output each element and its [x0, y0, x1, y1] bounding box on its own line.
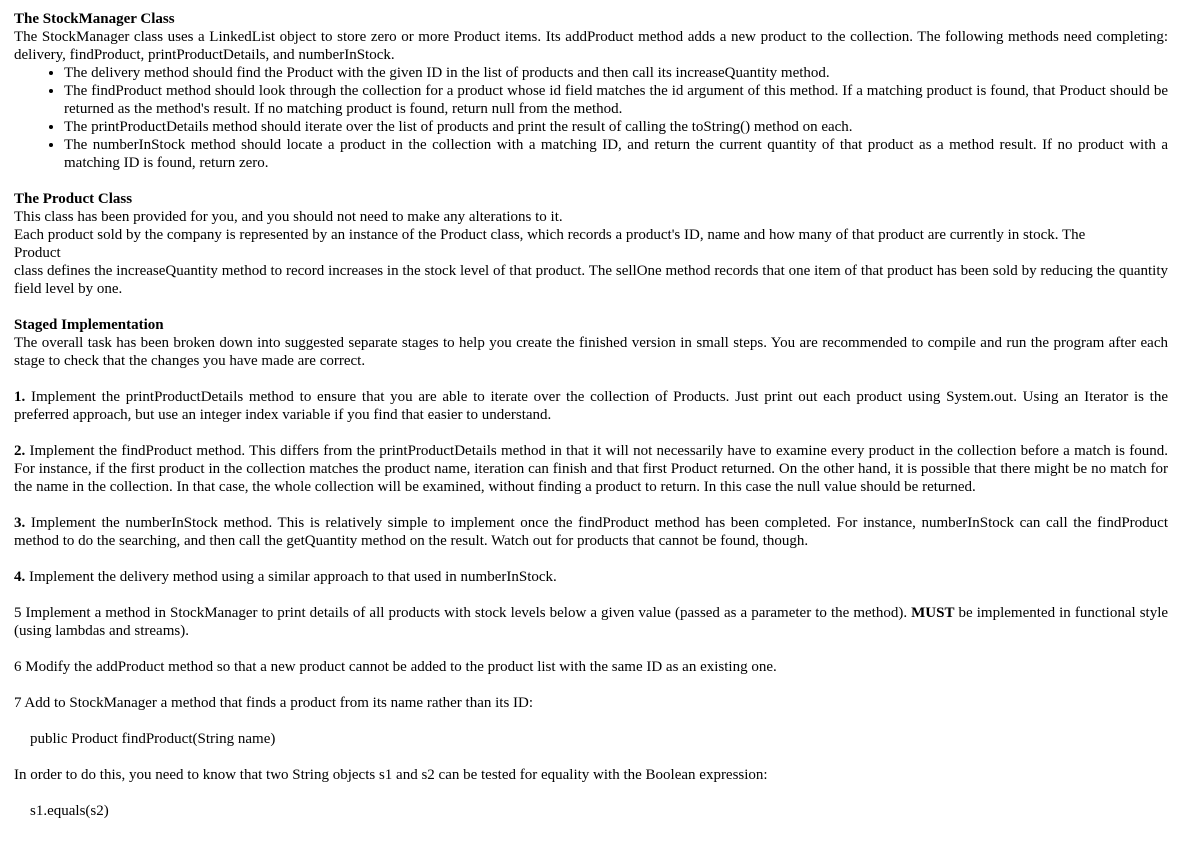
step-3: 3. Implement the numberInStock method. This is relatively simple to implement once the findProduct method has been completed. For instance, numberInStock can call the findProduct method to do the searching, and then call the getQuantity method on the result. Watch out for products that cannot be found, though.: [14, 515, 1169, 549]
product-line1: This class has been provided for you, and you should not need to make any alterations to it.: [14, 209, 563, 225]
equality-note: In order to do this, you need to know that two String objects s1 and s2 can be tested for equality with the Boolean expression:: [14, 767, 768, 783]
product-heading: The Product Class: [14, 191, 133, 207]
staged-intro: The overall task has been broken down into suggested separate stages to help you create the finished version in small steps. You are recommended to compile and run the program after each stage to check that the changes you have made are correct.: [14, 335, 1168, 369]
staged-heading: Staged Implementation: [14, 317, 164, 333]
bullet-printproductdetails: • The printProductDetails method should iterate over the list of products and print the result of calling the toString() method on each.: [64, 118, 1168, 136]
step-2: 2. Implement the findProduct method. This differs from the printProductDetails method in that it will not necessarily have to examine every product in the collection before a match is found. For instance, if the first product in the collection matches the product name, iteration can finish and that first Product returned. On the other hand, it is possible that there might be no match for the name in the collection. In that case, the whole collection will be examined, without finding a product to return. In this case the null value should be returned.: [14, 443, 1168, 495]
step-7: 7 Add to StockManager a method that finds a product from its name rather than its ID:: [14, 695, 534, 711]
product-line2: Each product sold by the company is represented by an instance of the Product class, which records a product's ID, name and how many of that product are currently in stock. The: [14, 227, 1086, 243]
stockmanager-intro: The StockManager class uses a LinkedList object to store zero or more Product items. Its addProduct method adds a new product to the collection. The following methods need completing: delivery, findProduct, printProductDetails, and numberInStock.: [14, 29, 1168, 63]
product-line3: class defines the increaseQuantity method to record increases in the stock level of that product. The sellOne method records that one item of that product has been sold by reducing the quantity field level by one.: [14, 263, 1168, 297]
stockmanager-method-list: [14, 64, 1168, 172]
bullet-delivery: • The delivery method should find the Product with the given ID in the list of products and then call its increaseQuantity method.: [64, 64, 1168, 82]
step-1: 1. Implement the printProductDetails method to ensure that you are able to iterate over the collection of Products. Just print out each product using System.out. Using an Iterator is the preferred approach, but use an integer index variable if you find that easier to understand.: [14, 389, 1169, 423]
bullet-findproduct: • The findProduct method should look through the collection for a product whose id field matches the id argument of this method. If a matching product is found, that Product should be returned as the method's result. If no matching product is found, return null from the method.: [64, 82, 1168, 118]
product-line2b: Product: [14, 245, 61, 261]
bullet-numberinstock: • The numberInStock method should locate a product in the collection with a matching ID, and return the current quantity of that product as a method result. If no product with a matching ID is found, return zero.: [64, 136, 1168, 172]
document-body: [14, 10, 1168, 820]
step-6: 6 Modify the addProduct method so that a new product cannot be added to the product list with the same ID as an existing one.: [14, 659, 777, 675]
code-find-product-signature: public Product findProduct(String name): [30, 731, 276, 747]
step-5: 5 Implement a method in StockManager to print details of all products with stock levels below a given value (passed as a parameter to the method). MUST be implemented in functional style (using lambdas and streams).: [14, 605, 1169, 639]
stockmanager-heading: The StockManager Class: [14, 11, 175, 27]
code-equals-expression: s1.equals(s2): [30, 803, 109, 819]
step-4: 4. Implement the delivery method using a similar approach to that used in numberInStock.: [14, 569, 557, 585]
